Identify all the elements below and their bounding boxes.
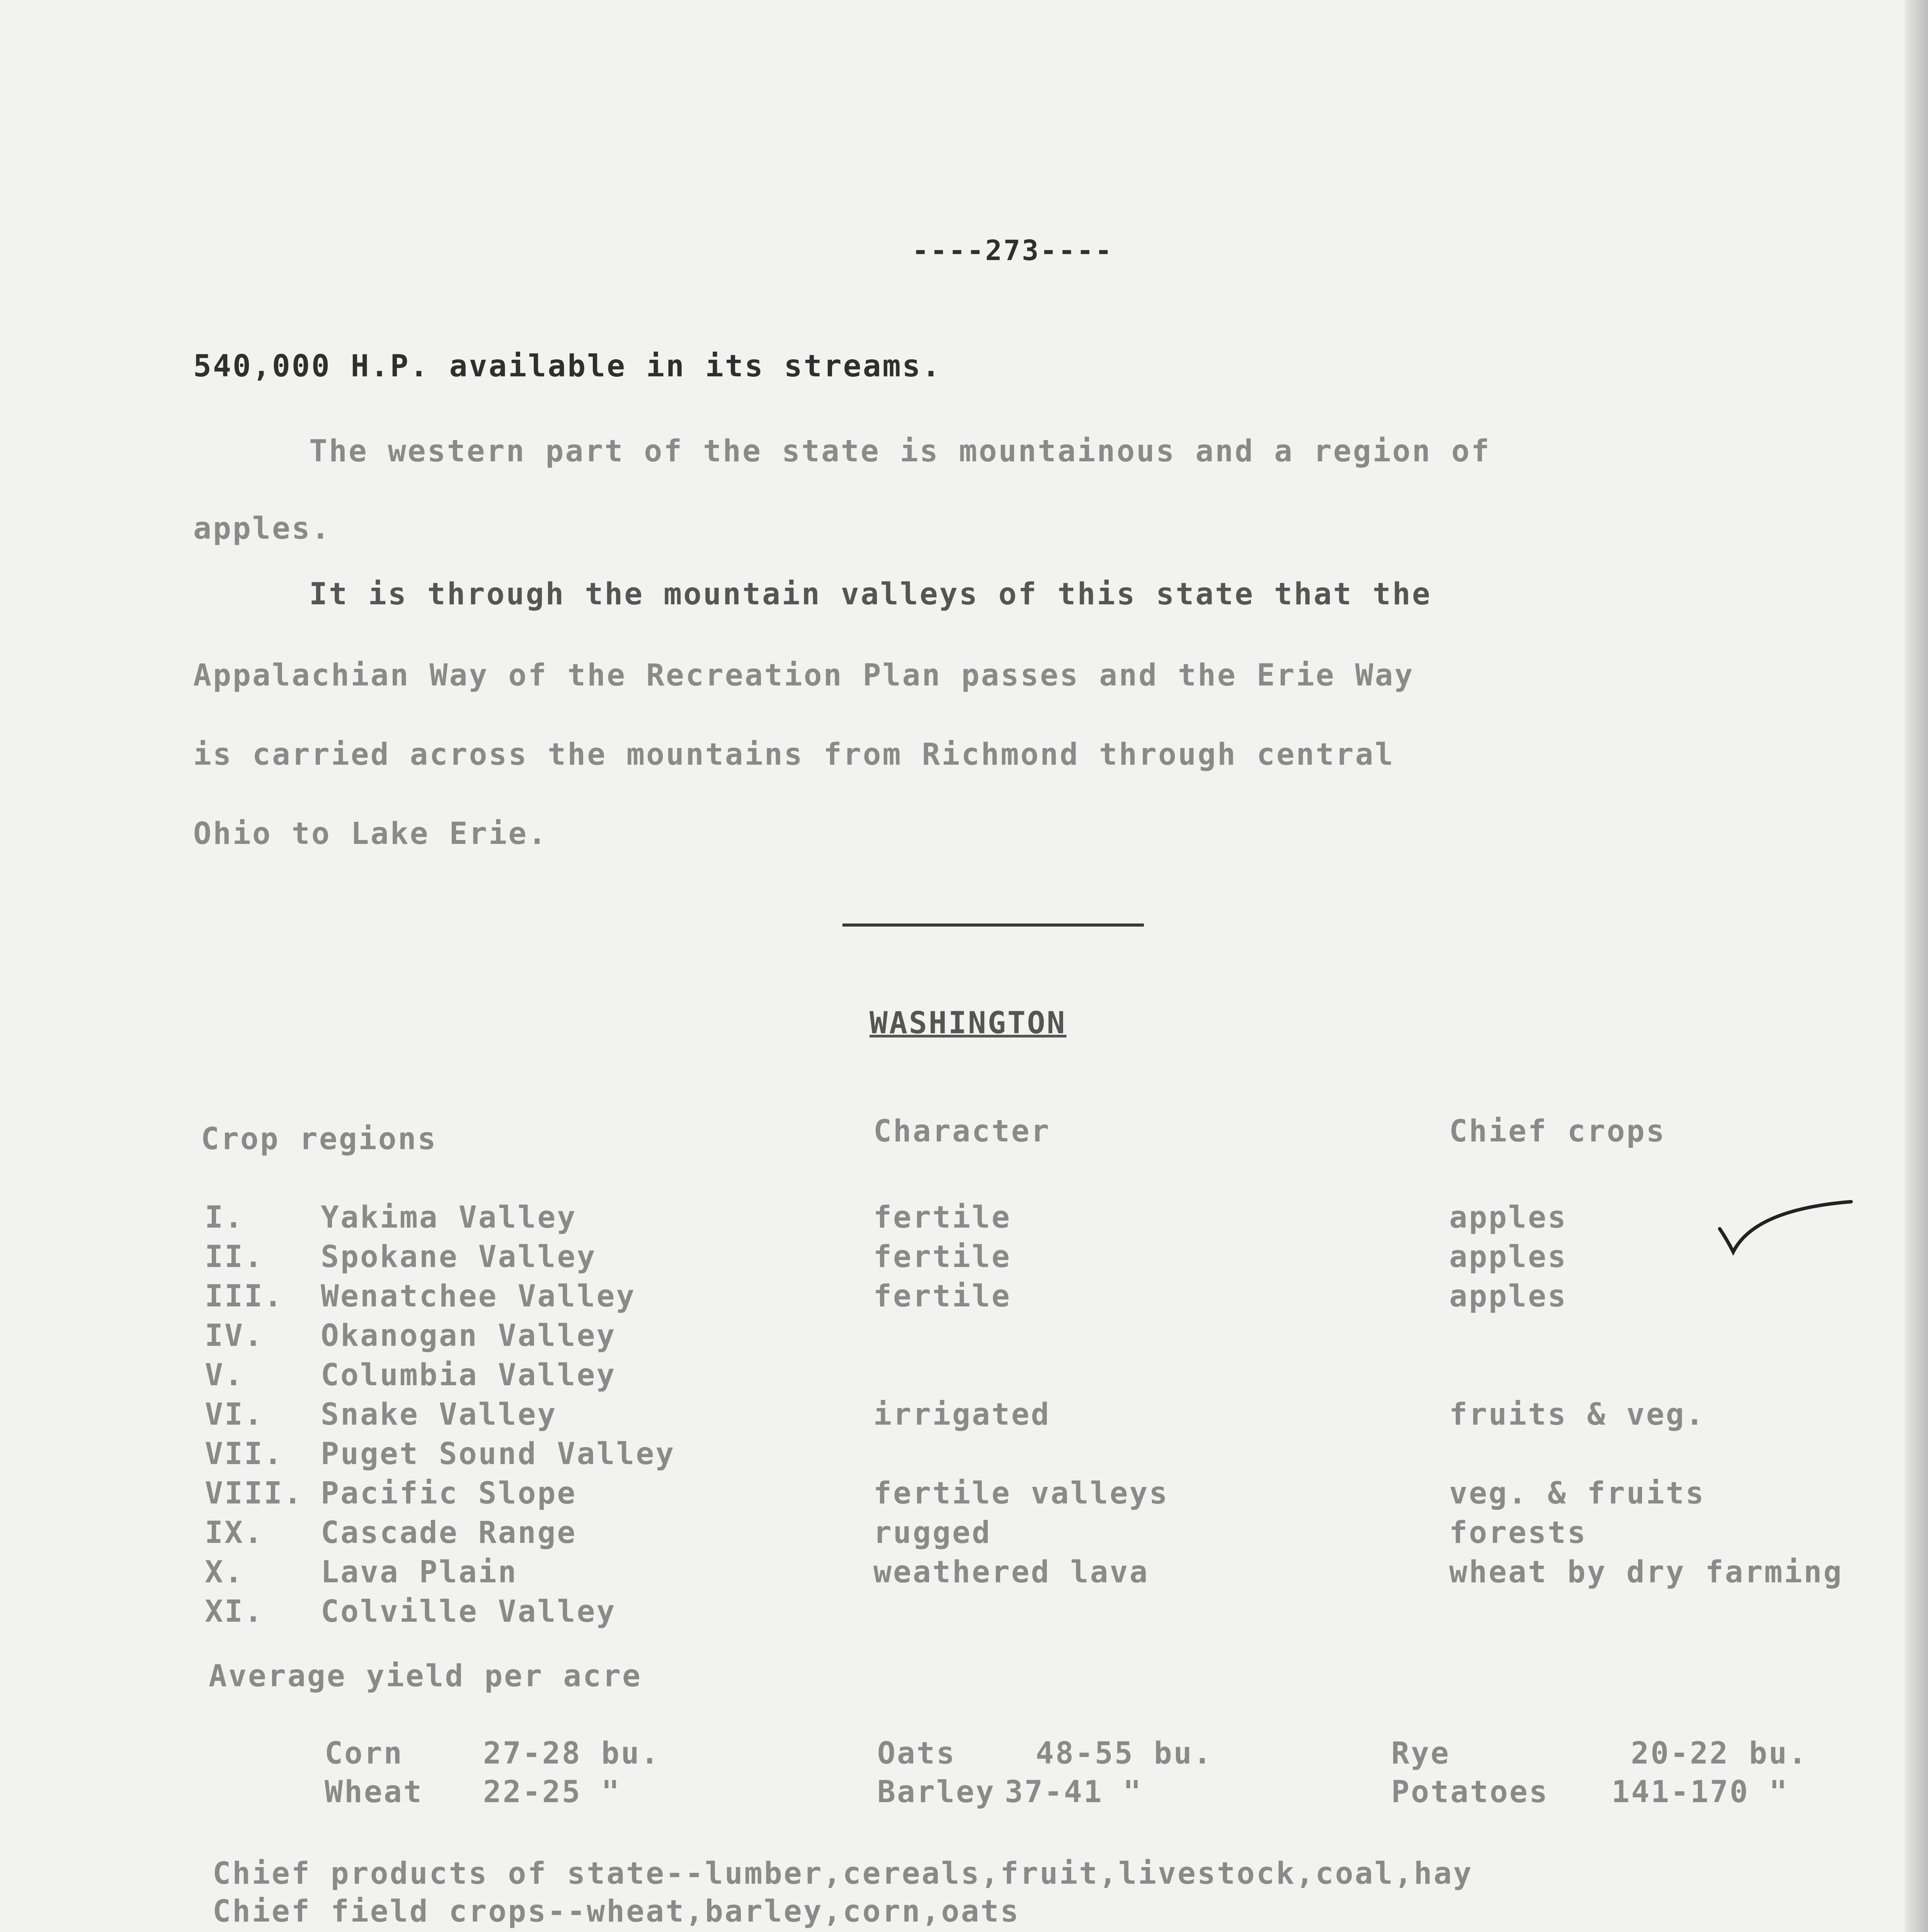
header-chief-crops: Chief crops: [1449, 1114, 1666, 1149]
character-column: [873, 1198, 1169, 1631]
region-name: Pacific Slope: [321, 1476, 577, 1511]
header-character: Character: [873, 1114, 1051, 1149]
state-fact: Chief field crops--wheat,barley,corn,oats: [213, 1894, 1020, 1929]
yield-value: 20-22 bu.: [1631, 1736, 1808, 1771]
region-name: Spokane Valley: [321, 1240, 597, 1274]
region-number: X.: [205, 1555, 244, 1590]
region-number: IX.: [205, 1515, 264, 1550]
region-name: Colville Valley: [321, 1594, 616, 1629]
region-crops: [1449, 1316, 1843, 1355]
region-crops: fruits & veg.: [1449, 1397, 1705, 1432]
paragraph-line: The western part of the state is mountainous and a region of: [309, 434, 1491, 469]
state-fact: [213, 1930, 1670, 1932]
yield-crop: Corn: [325, 1736, 403, 1771]
region-number: I.: [205, 1200, 244, 1235]
region-name: Columbia Valley: [321, 1358, 616, 1393]
page-edge-shadow: [1905, 0, 1928, 1932]
region-character: fertile valleys: [873, 1476, 1169, 1511]
region-crops: apples: [1449, 1279, 1567, 1314]
yield-crop: Rye: [1391, 1736, 1450, 1771]
region-crops: [1449, 1355, 1843, 1395]
page-number: ----273----: [912, 234, 1113, 267]
yield-crop: Potatoes: [1391, 1775, 1549, 1810]
region-name: Yakima Valley: [321, 1200, 577, 1235]
region-character: [873, 1592, 1169, 1631]
region-crops: apples: [1449, 1200, 1567, 1235]
region-character: fertile: [873, 1200, 1011, 1235]
handwritten-check-mark: [1712, 1194, 1859, 1264]
paragraph-line: Appalachian Way of the Recreation Plan passes and the Erie Way: [193, 658, 1414, 693]
region-character: [873, 1316, 1169, 1355]
paragraph-line: Ohio to Lake Erie.: [193, 816, 548, 851]
region-number: IV.: [205, 1318, 264, 1353]
region-name: Cascade Range: [321, 1515, 577, 1550]
region-character: irrigated: [873, 1397, 1051, 1432]
yield-value: 141-170 ": [1611, 1775, 1789, 1810]
state-fact: Chief products of state--lumber,cereals,fruit,livestock,coal,hay: [213, 1856, 1473, 1891]
region-crops: [1449, 1592, 1843, 1631]
yield-value: 27-28 bu.: [483, 1736, 660, 1771]
yield-value: 48-55 bu.: [1036, 1736, 1213, 1771]
region-number-column: [205, 1198, 303, 1631]
region-character: rugged: [873, 1515, 992, 1550]
paragraph-line: 540,000 H.P. available in its streams.: [193, 349, 942, 384]
region-name: Wenatchee Valley: [321, 1279, 636, 1314]
region-character: fertile: [873, 1240, 1011, 1274]
yield-crop: Wheat: [325, 1775, 423, 1810]
yield-heading: Average yield per acre: [209, 1659, 642, 1694]
yield-value: 37-41 ": [1005, 1775, 1143, 1810]
region-number: V.: [205, 1358, 244, 1393]
region-crops: [1449, 1434, 1843, 1474]
region-name: Puget Sound Valley: [321, 1437, 676, 1471]
region-name-column: [321, 1198, 675, 1631]
region-name: Lava Plain: [321, 1555, 518, 1590]
region-name: Okanogan Valley: [321, 1318, 616, 1353]
yield-crop: Barley: [877, 1775, 995, 1810]
region-character: [873, 1434, 1169, 1474]
region-number: VIII.: [205, 1476, 303, 1511]
region-crops: wheat by dry farming: [1449, 1555, 1843, 1590]
region-crops: veg. & fruits: [1449, 1476, 1705, 1511]
paragraph-line: It is through the mountain valleys of this state that the: [309, 577, 1432, 612]
region-number: III.: [205, 1279, 284, 1314]
region-name: Snake Valley: [321, 1397, 557, 1432]
region-crops: forests: [1449, 1515, 1587, 1550]
state-facts-list: [213, 1855, 1670, 1932]
region-number: VI.: [205, 1397, 264, 1432]
region-character: [873, 1355, 1169, 1395]
section-title: WASHINGTON: [870, 1006, 1067, 1041]
paragraph-line: apples.: [193, 511, 331, 546]
region-number: II.: [205, 1240, 264, 1274]
region-number: VII.: [205, 1437, 284, 1471]
region-number: XI.: [205, 1594, 264, 1629]
region-crops: apples: [1449, 1240, 1567, 1274]
yield-crop: Oats: [877, 1736, 956, 1771]
yield-value: 22-25 ": [483, 1775, 621, 1810]
region-character: fertile: [873, 1279, 1011, 1314]
header-crop-regions: Crop regions: [201, 1122, 437, 1156]
separator-rule: [842, 923, 1144, 927]
region-character: weathered lava: [873, 1555, 1149, 1590]
paragraph-line: is carried across the mountains from Richmond through central: [193, 737, 1395, 772]
